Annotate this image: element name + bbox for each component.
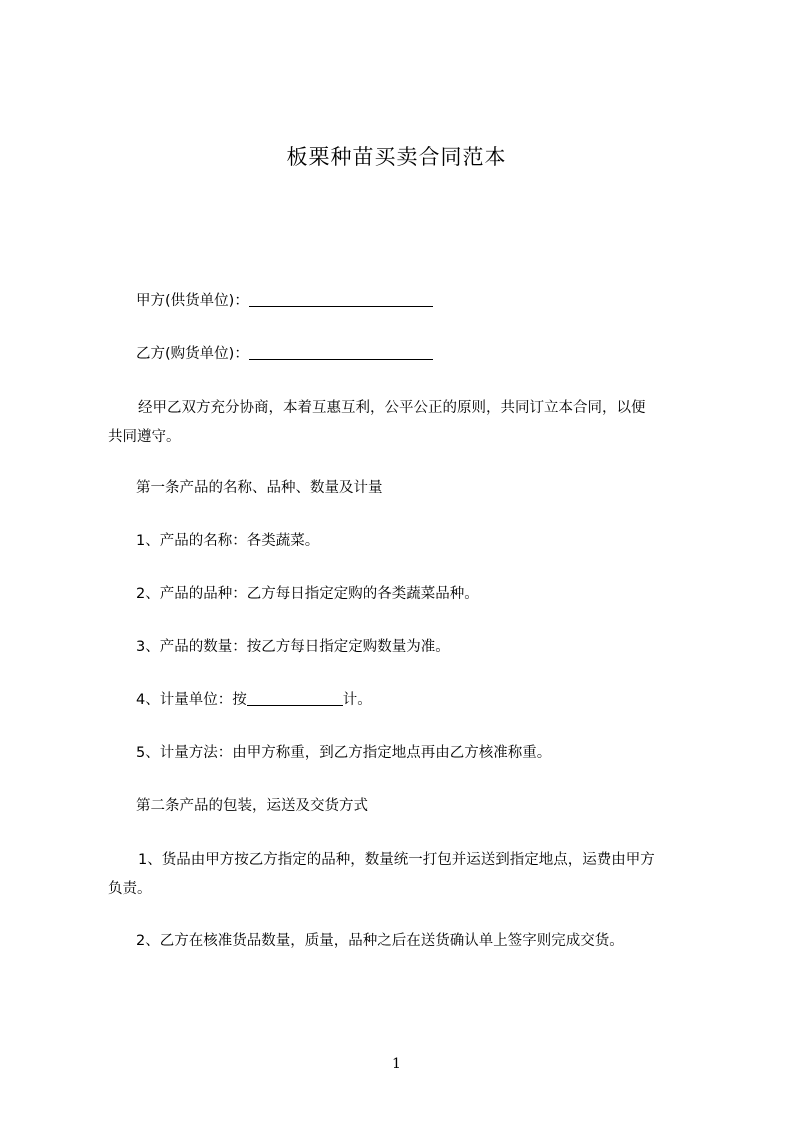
page-number: 1 <box>392 1056 401 1072</box>
article-1-item-3: 3、产品的数量：按乙方每日指定定购数量为准。 <box>136 639 450 655</box>
article-2-item-1-line-1: 1、货品由甲方按乙方指定的品种，数量统一打包并运送到指定地点，运费由甲方 <box>138 852 655 868</box>
intro-line-2: 共同遵守。 <box>108 429 181 445</box>
party-b-blank <box>249 343 433 360</box>
item-4-prefix: 4、计量单位：按 <box>136 692 247 708</box>
party-a-line <box>108 287 736 315</box>
article-2-item-1-line-2: 负责。 <box>108 881 152 897</box>
article-1-item-1: 1、产品的名称：各类蔬菜。 <box>136 533 320 549</box>
article-2-item-1 <box>108 846 708 904</box>
article-1-item-4 <box>108 686 736 714</box>
article-1-heading: 第一条产品的名称、品种、数量及计量 <box>136 480 383 496</box>
party-b-line <box>108 340 736 368</box>
article-1-item-5: 5、计量方法：由甲方称重，到乙方指定地点再由乙方核准称重。 <box>136 745 552 761</box>
article-2-heading: 第二条产品的包装，运送及交货方式 <box>136 798 368 814</box>
party-a-blank <box>249 290 433 307</box>
intro-paragraph <box>108 394 708 452</box>
article-2-item-2: 2、乙方在核准货品数量，质量，品种之后在送货确认单上签字则完成交货。 <box>136 933 624 949</box>
party-a-label: 甲方(供货单位)： <box>136 293 249 309</box>
item-4-suffix: 计。 <box>342 692 372 708</box>
intro-line-1: 经甲乙双方充分协商，本着互惠互利，公平公正的原则，共同订立本合同，以便 <box>138 400 646 416</box>
article-1-item-2: 2、产品的品种：乙方每日指定定购的各类蔬菜品种。 <box>136 586 479 602</box>
unit-blank <box>247 689 343 706</box>
document-title: 板栗种苗买卖合同范本 <box>286 145 507 169</box>
party-b-label: 乙方(购货单位)： <box>136 346 249 362</box>
